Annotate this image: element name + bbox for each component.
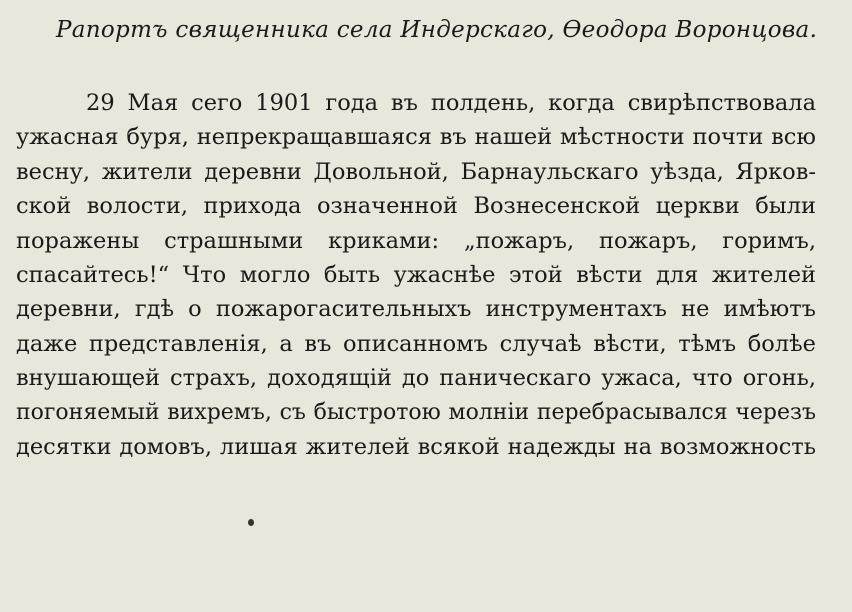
text-line-4: ской волости, прихода означенной Вознесенской церкви были — [16, 193, 816, 220]
document-title: Рапортъ священника села Индерскаго, Өеодора Воронцова. — [56, 17, 818, 43]
text-line-11: десятки домовъ, лишая жителей всякой надежды на возможность — [16, 433, 816, 460]
text-line-7: деревни, гдѣ о пожарогасительныхъ инструментахъ не имѣютъ — [16, 296, 816, 323]
text-line-5: поражены страшными криками: „пожаръ, пожаръ, горимъ, — [16, 227, 816, 254]
document-body — [16, 86, 816, 464]
ink-spot — [248, 519, 254, 526]
text-line-10: погоняемый вихремъ, съ быстротою молніи перебрасывался черезъ — [16, 399, 816, 425]
text-line-2: ужасная буря, непрекращавшаяся въ нашей мѣстности почти всю — [16, 124, 816, 151]
text-line-8: даже представленія, а въ описанномъ случаѣ вѣсти, тѣмъ болѣе — [16, 330, 816, 357]
text-line-1: 29 Мая сего 1901 года въ полдень, когда свирѣпствовала — [86, 90, 816, 116]
text-line-6: спасайтесь!“ Что могло быть ужаснѣе этой вѣсти для жителей — [16, 261, 816, 288]
text-line-9: внушающей страхъ, доходящій до паническаго ужаса, что огонь, — [16, 365, 816, 392]
text-line-3: весну, жители деревни Довольной, Барнаульскаго уѣзда, Ярков- — [16, 158, 816, 185]
